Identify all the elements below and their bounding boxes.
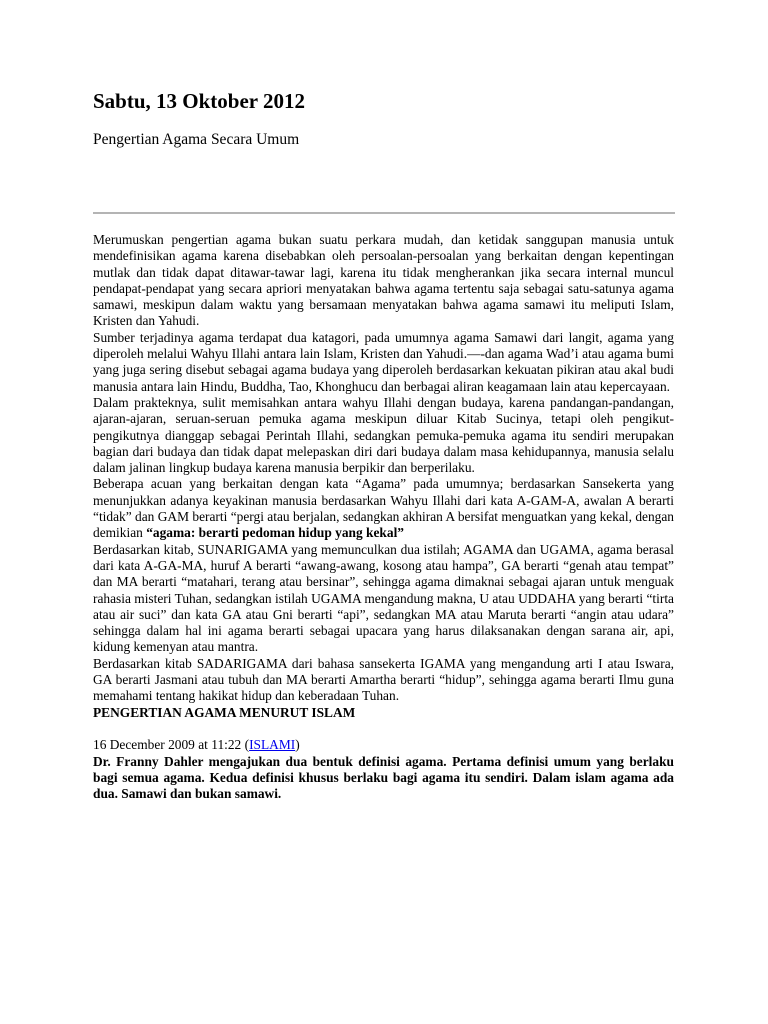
post-title: Pengertian Agama Secara Umum	[93, 131, 300, 148]
section-heading: PENGERTIAN AGAMA MENURUT ISLAM	[93, 704, 356, 720]
paragraph-etymology-text: Beberapa acuan yang berkaitan dengan kata “Agama” pada umumnya; berdasarkan Sansekerta yang menunjukkan adanya keyakinan manusia berdasarkan Wahyu Illahi dari kata A-GAM-A, awalan A berarti “tidak” dan GAM berarti “pergi atau berjalan, sedangkan akhiran A bersifat menguatkan yang kekal, dengan demikian	[93, 476, 674, 541]
intro-paragraph: Dr. Franny Dahler mengajukan dua bentuk definisi agama. Pertama definisi umum yang berlaku bagi semua agama. Kedua definisi khusus berlaku bagi agama itu sendiri. Dalam islam agama ada dua. Samawi dan bukan samawi.	[93, 753, 674, 802]
paragraph-practice: Dalam prakteknya, sulit memisahkan antara wahyu Illahi dengan budaya, karena pandangan-pandangan, ajaran-ajaran, seruan-seruan pemuka agama meskipun diluar Kitab Sucinya, tetapi oleh pengikut-pengikutnya dianggap sebagai Perintah Illahi, sedangkan pemuka-pemuka agama itu sendiri merupakan bagian dari budaya dan tidak dapat melepaskan diri dari budaya dalam masa kehidupannya, manusia selalu dalam jalinan lingkup budaya karena manusia berpikir dan berperilaku.	[93, 394, 674, 476]
paragraph-sadarigama: Berdasarkan kitab SADARIGAMA dari bahasa sansekerta IGAMA yang mengandung arti I atau Iswara, GA berarti Jasmani atau tubuh dan MA berarti Amartha berarti “hidup”, sehingga agama berarti Ilmu guna memahami tentang hakikat hidup dan keberadaan Tuhan.	[93, 655, 674, 704]
divider	[93, 212, 675, 214]
post-date: Sabtu, 13 Oktober 2012	[93, 89, 305, 113]
paragraph-sunarigama: Berdasarkan kitab, SUNARIGAMA yang memunculkan dua istilah; AGAMA dan UGAMA, agama berasal dari kata A-GA-MA, huruf A berarti “awang-awang, kosong atau hampa”, GA berarti “genah atau tempat” dan MA berarti “matahari, terang atau bersinar”, sehingga agama dimaknai sebagai ajaran untuk menguak rahasia misteri Tuhan, sedangkan istilah UGAMA mengandung makna, U atau UDDAHA yang berarti “tirta atau air suci” dan kata GA atau Gni berarti “api”, sedangkan MA atau Maruta berarti “angin atau udara” sehingga dalam hal ini agama berarti sebagai upacara yang harus dilaksanakan dengan sarana air, api, kidung kemenyan atau mantra.	[93, 541, 674, 655]
paragraph-etymology	[93, 476, 674, 541]
article-body	[93, 232, 674, 802]
post-meta-close: )	[295, 737, 300, 753]
paragraph-definition: Merumuskan pengertian agama bukan suatu perkara mudah, dan ketidak sanggupan manusia untuk mendefinisikan agama karena disebabkan oleh persoalan-persoalan yang berkaitan dengan kepentingan mutlak dan tidak dapat ditawar-tawar lagi, karena itu tidak mengherankan jika secara internal muncul pendapat-pendapat yang secara apriori menyatakan bahwa agama tertentu saja sebagai satu-satunya agama samawi, meskipun dalam waktu yang bersamaan menyatakan bahwa agama samawi itu meliputi Islam, Kristen dan Yahudi.	[93, 232, 674, 329]
post-meta-timestamp: 16 December 2009 at 11:22 (	[93, 737, 250, 753]
spacer	[93, 721, 674, 737]
paragraph-etymology-emphasis: “agama: berarti pedoman hidup yang kekal”	[146, 525, 404, 541]
category-link[interactable]: ISLAMI	[249, 737, 296, 753]
post-meta	[93, 737, 674, 753]
paragraph-sources: Sumber terjadinya agama terdapat dua katagori, pada umumnya agama Samawi dari langit, agama yang diperoleh melalui Wahyu Illahi antara lain Islam, Kristen dan Yahudi.—-dan agama Wad’i atau agama bumi yang juga sering disebut sebagai agama budaya yang diperoleh berdasarkan kekuatan pikiran atau akal budi manusia antara lain Hindu, Buddha, Tao, Khonghucu dan berbagai aliran keagamaan lain atau kepercayaan.	[93, 329, 674, 394]
